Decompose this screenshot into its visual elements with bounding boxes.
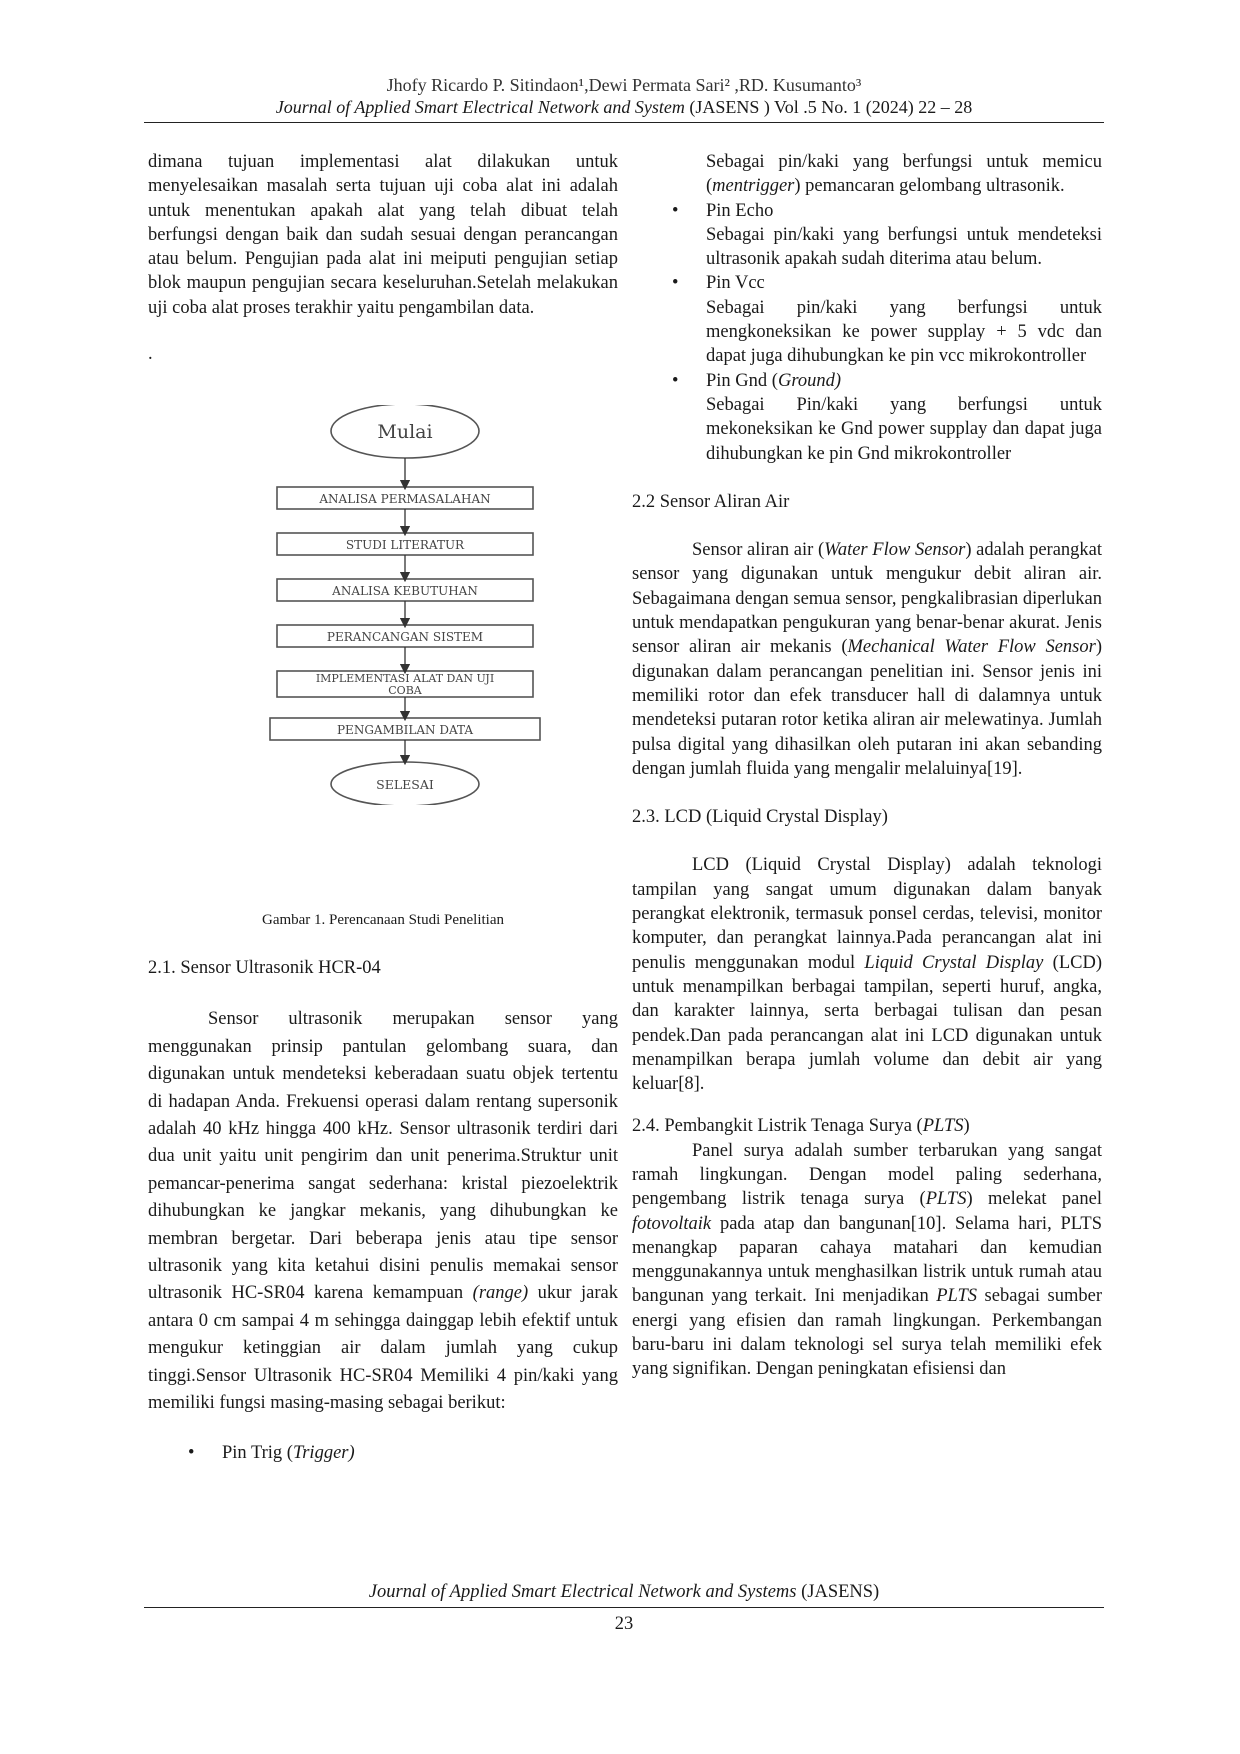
section-2-4-title: [632, 1114, 1102, 1138]
sec24-d: sebagai sumber energi yang efisien dan ramah lingkungan. Perkembangan baru-baru ini dalam teknologi sel surya telah memiliki efek yang signifikan. Dengan peningkatan efisiensi dan: [632, 1286, 1102, 1380]
page-number: 23: [614, 1614, 634, 1634]
header-journal-title: Journal of Applied Smart Electrical Network and System: [275, 97, 685, 117]
footer-journal-title: Journal of Applied Smart Electrical Network and Systems: [368, 1582, 797, 1602]
trig-desc-b: ) pemancaran gelombang ultrasonik.: [794, 176, 1065, 197]
pin-gnd-description: Sebagai Pin/kaki yang berfungsi untuk mekoneksikan ke Gnd power supplay dan dapat juga dihubungkan ke pin Gnd mikrokontroller: [706, 394, 1102, 464]
section-2-3-title: 2.3. LCD (Liquid Crystal Display): [632, 807, 888, 828]
pin-trig-title-end: ): [348, 1442, 355, 1463]
pin-vcc-title: Pin Vcc: [706, 273, 765, 294]
sec23-a: LCD (Liquid Crystal Display) adalah teknologi tampilan yang sangat umum digunakan dalam banyak perangkat elektronik, termasuk ponsel cerdas, televisi, monitor komputer, dan perangkat lainnya.Pada perancangan alat ini penulis menggunakan modul: [632, 855, 1102, 973]
flowchart-step-label: ANALISA PERMASALAHAN: [319, 492, 491, 506]
stray-dot: .: [148, 344, 153, 365]
list-item-pin-vcc: [632, 271, 1102, 368]
flowchart-step-label: COBA: [388, 684, 422, 697]
flowchart-step-label: IMPLEMENTASI ALAT DAN UJI: [315, 672, 495, 685]
sec24-b: ) melekat panel: [966, 1189, 1102, 1210]
sec23-italic: Liquid Crystal Display: [864, 952, 1044, 973]
bullet-icon: •: [188, 1442, 195, 1463]
bullet-icon: •: [672, 370, 679, 391]
sec24-italic-2: fotovoltaik: [632, 1213, 712, 1234]
header-journal-volume: (JASENS ) Vol .5 No. 1 (2024) 22 – 28: [684, 97, 973, 117]
section-2-1-range: (range): [472, 1283, 529, 1304]
pin-gnd-title: [706, 369, 1102, 393]
header-authors: Jhofy Ricardo P. Sitindaon¹,Dewi Permata Sari² ,RD. Kusumanto³: [386, 75, 862, 95]
sec22-b: ) adalah perangkat sensor yang digunakan untuk mengukur debit aliran air. Sebagaimana dengan semua sensor, pengkalibrasian diperlukan untuk mendapatkan pengukuran yang benar-benar akurat. Jenis sensor aliran air mekanis (: [632, 540, 1102, 658]
sec22-italic-2: Mechanical Water Flow Sensor: [847, 637, 1096, 658]
header-journal: [144, 96, 1104, 118]
research-flowchart: [260, 405, 550, 805]
section-2-1-title: 2.1. Sensor Ultrasonik HCR-04: [148, 958, 381, 978]
section-2-4-paragraph: [632, 1139, 1102, 1382]
list-item-pin-gnd: [632, 369, 1102, 466]
left-column: [148, 150, 618, 366]
section-2-1-paragraph: [148, 1006, 618, 1417]
intro-paragraph: dimana tujuan implementasi alat dilakukan untuk menyelesaikan masalah serta tujuan uji coba alat ini adalah untuk menentukan apakah alat yang telah dibuat telah berfungsi dengan baik dan sudah sesuai dengan perancangan atau belum. Pengujian pada alat ini meiputi pengujian setiap blok maupun pengujian secara keseluruhan.Setelah melakukan uji coba alat proses terakhir yaitu pengambilan data.: [148, 152, 618, 318]
bullet-icon: •: [672, 273, 679, 294]
pin-echo-description: Sebagai pin/kaki yang berfungsi untuk mendeteksi ultrasonik apakah sudah diterima atau belum.: [706, 224, 1102, 270]
flowchart-step-label: STUDI LITERATUR: [345, 538, 465, 552]
section-2-1-text-a: Sensor ultrasonik merupakan sensor yang menggunakan prinsip pantulan gelombang suara, dan digunakan untuk mendeteksi keberadaan suatu objek tertentu di hadapan Anda. Frekuensi operasi dalam rentang supersonik adalah 40 kHz hingga 400 kHz. Sensor ultrasonik terdiri dari dua unit yaitu unit pengirim dan unit penerima.Struktur unit pemancar-penerima sangat sederhana: kristal piezoelektrik dihubungkan ke jangkar mekanis, yang dihubungkan ke membran bergetar. Dari beberapa jenis atau tipe sensor ultrasonik yang kita ketahui disini penulis memakai sensor ultrasonik HC-SR04 karena kemampuan: [148, 1009, 618, 1304]
footer-journal: [144, 1582, 1104, 1603]
flowchart-end-label: SELESAI: [376, 777, 434, 792]
sec23-b: (LCD) untuk menampilkan berbagai tampilan, seperti huruf, angka, dan karakter lainnya, serta berbagai tulisan dan pesan pendek.Dan pada perancangan alat ini LCD digunakan untuk menampilkan berapa jumlah volume dan debit air yang keluar[8].: [632, 952, 1102, 1095]
sec24-title-end: ): [963, 1116, 970, 1137]
sec24-a: Panel surya adalah sumber terbarukan yang sangat ramah lingkungan. Dengan model paling sederhana, pengembang listrik tenaga surya (: [632, 1140, 1102, 1210]
pin-trig-description: [632, 150, 1102, 199]
sec24-italic-3: PLTS: [936, 1286, 978, 1307]
footer-journal-abbrev: (JASENS): [796, 1582, 880, 1602]
section-2-2-title: 2.2 Sensor Aliran Air: [632, 491, 790, 512]
running-header: [144, 74, 1104, 118]
pin-trig-title-italic: Trigger: [292, 1442, 349, 1463]
sec22-italic-1: Water Flow Sensor: [824, 540, 966, 561]
pin-gnd-title-italic: Ground): [777, 370, 841, 391]
figure-caption: Gambar 1. Perencanaan Studi Penelitian: [261, 912, 504, 928]
sec22-a: Sensor aliran air (: [692, 540, 825, 561]
trig-desc-italic: mentrigger: [712, 176, 795, 197]
trig-desc-a: Sebagai pin/kaki yang berfungsi untuk memicu (: [706, 152, 1102, 197]
flowchart-start-label: Mulai: [377, 421, 433, 443]
list-item-pin-echo: [632, 199, 1102, 272]
sec24-italic-1: PLTS: [925, 1189, 967, 1210]
sec24-title-text: 2.4. Pembangkit Listrik Tenaga Surya (: [632, 1116, 923, 1137]
sec24-title-italic: PLTS: [922, 1116, 964, 1137]
pin-trig-title: Pin Trig (: [222, 1442, 293, 1463]
right-column: [632, 150, 1102, 1382]
section-2-3-paragraph: [632, 853, 1102, 1096]
flowchart-step-label: PERANCANGAN SISTEM: [326, 630, 484, 644]
section-2-1-text-b: ukur jarak antara 0 cm sampai 4 m sehingga dainggap lebih efektif untuk mengukur ketinggian air dalam jumlah yang cukup tinggi.Sensor Ultrasonik HC-SR04 Memiliki 4 pin/kaki yang memiliki fungsi masing-masing sebagai berikut:: [148, 1283, 619, 1414]
header-rule: [144, 122, 1104, 123]
list-item-pin-trig: [148, 1440, 618, 1467]
pin-echo-title: Pin Echo: [706, 200, 774, 221]
pin-gnd-title-text: Pin Gnd (: [706, 370, 778, 391]
sec22-c: ) digunakan dalam perancangan penelitian ini. Sensor jenis ini memiliki rotor dan efek transducer hall di dalamnya untuk mendeteksi putaran rotor ketika aliran air melewatinya. Jumlah pulsa digital yang dihasilkan oleh putaran ini akan sebanding dengan jumlah fluida yang mengalir melaluinya[19].: [632, 637, 1102, 779]
bullet-icon: •: [672, 200, 679, 221]
pin-vcc-description: Sebagai pin/kaki yang berfungsi untuk mengkoneksikan ke power supplay + 5 vdc dan dapat juga dihubungkan ke pin vcc mikrokontroller: [706, 297, 1102, 367]
left-column-lower: [148, 955, 618, 1467]
section-2-2-paragraph: [632, 538, 1102, 781]
footer-rule: [144, 1607, 1104, 1608]
sec24-c: pada atap dan bangunan[10]. Selama hari, PLTS menangkap paparan cahaya matahari dan kemudian menggunakannya untuk menghasilkan listrik untuk rumah atau bangunan yang terkait. Ini menjadikan: [632, 1213, 1102, 1307]
flowchart-step-label: PENGAMBILAN DATA: [336, 723, 474, 737]
flowchart-step-label: ANALISA KEBUTUHAN: [332, 584, 478, 598]
